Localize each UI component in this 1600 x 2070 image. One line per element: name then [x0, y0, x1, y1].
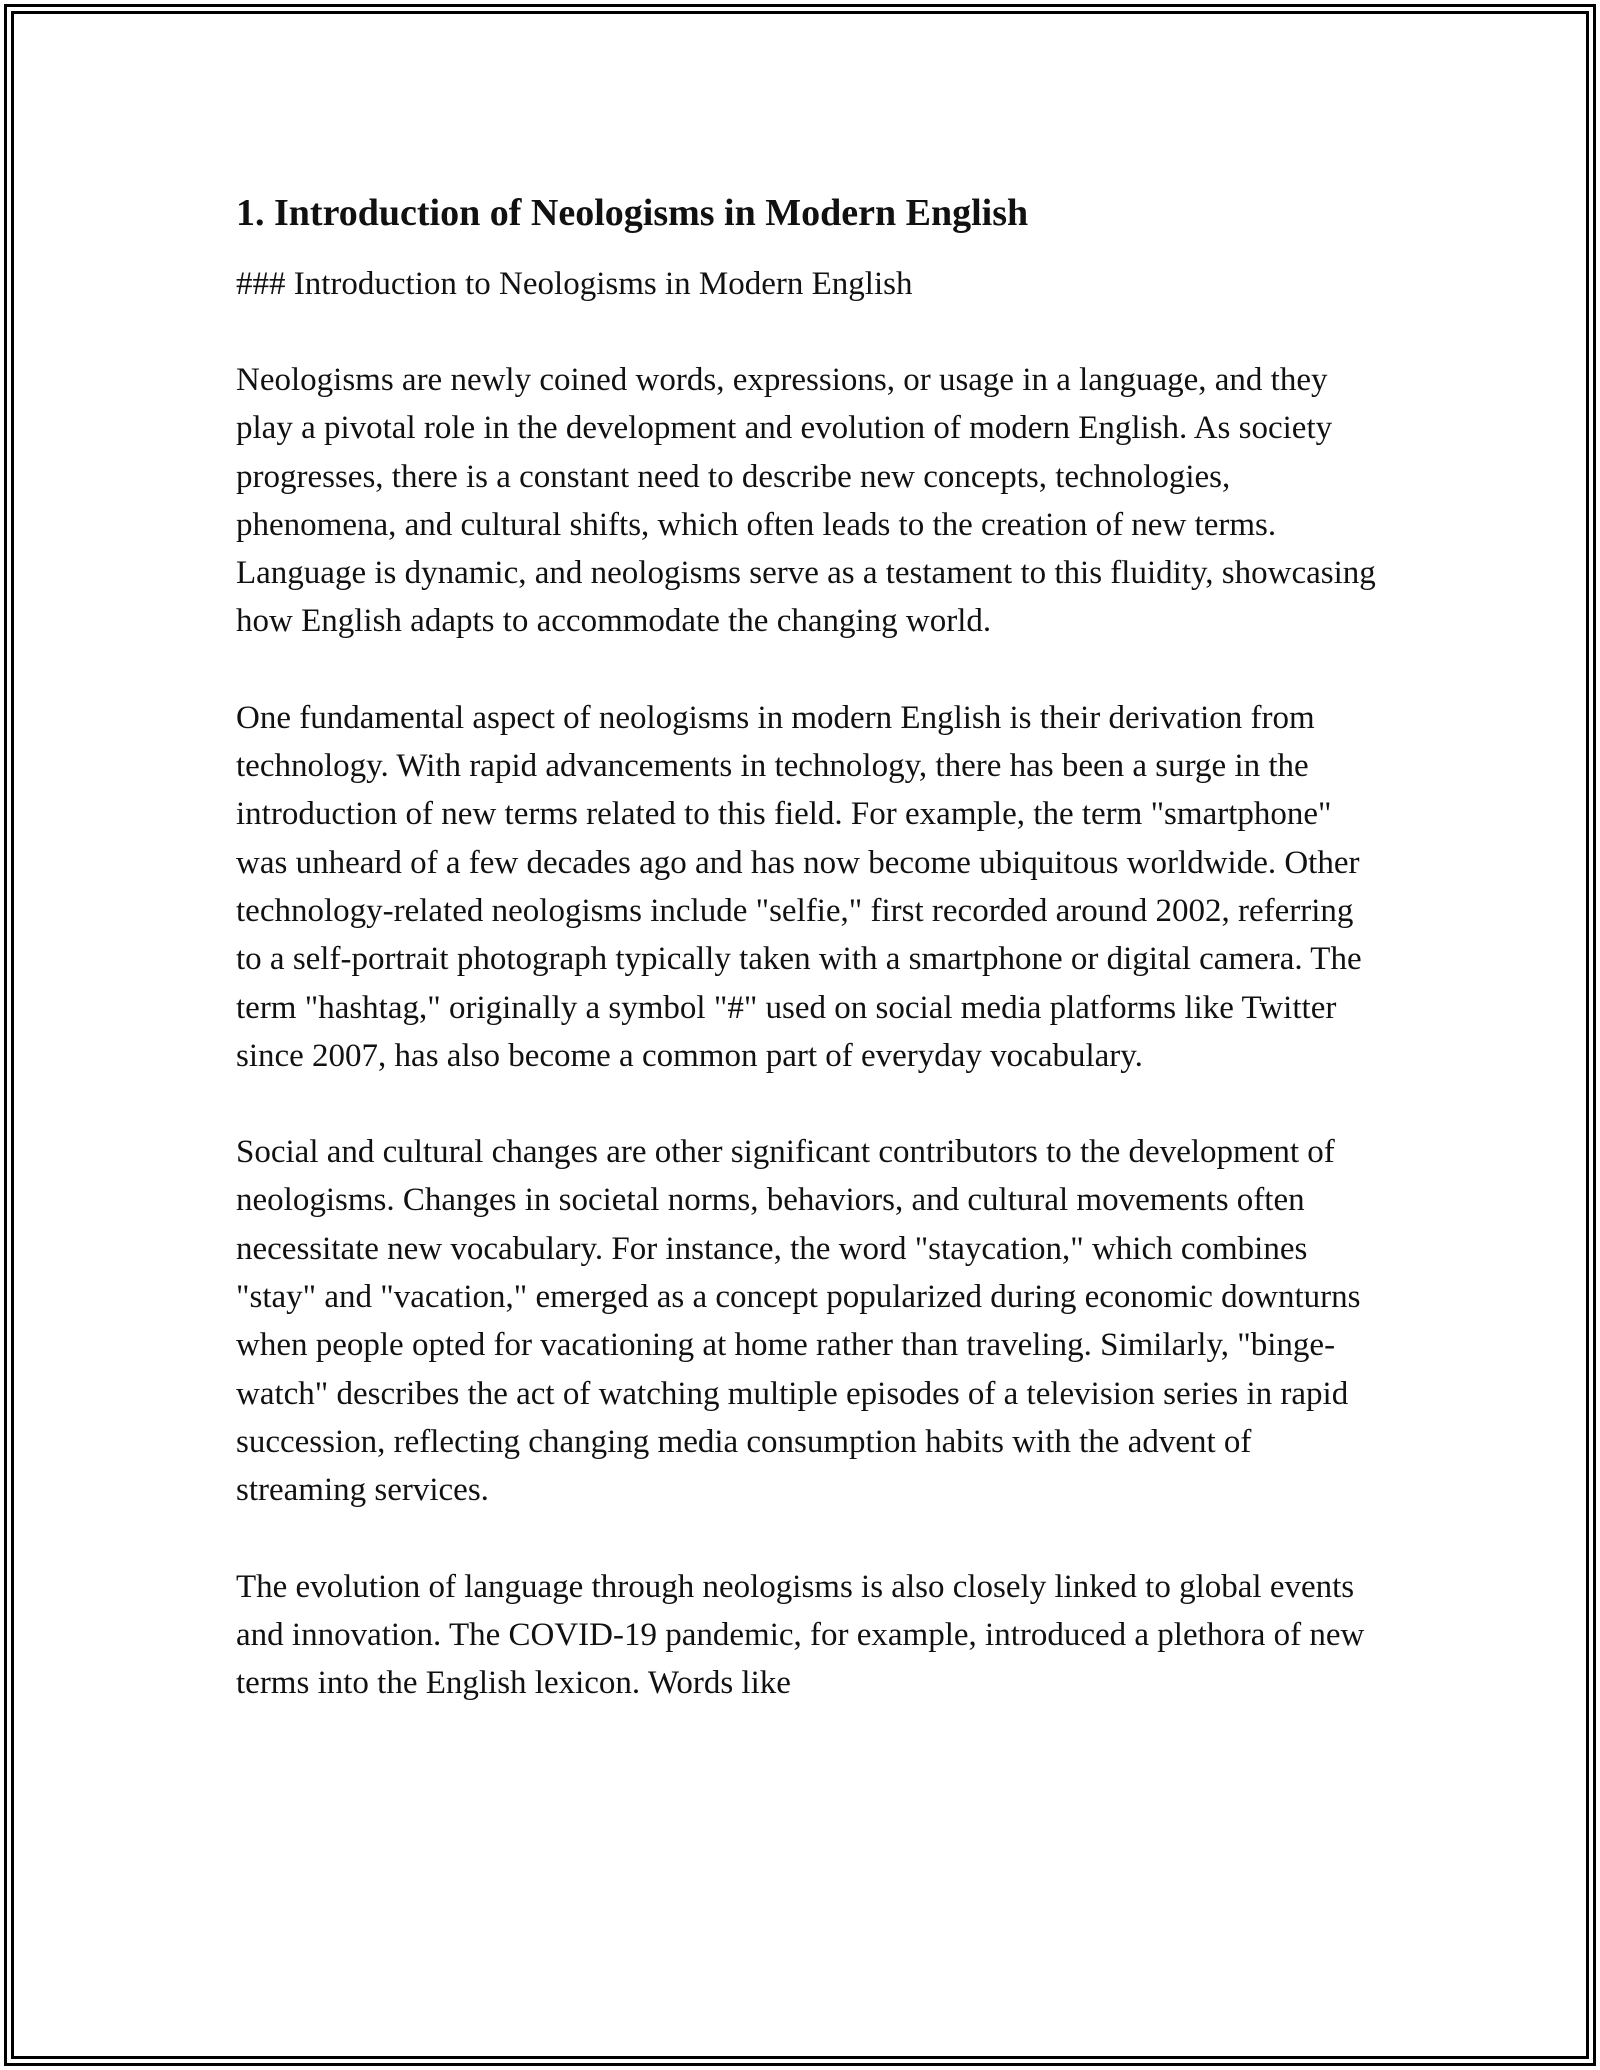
subheading: ### Introduction to Neologisms in Modern English	[236, 266, 913, 302]
section-title: 1. Introduction of Neologisms in Modern English	[236, 192, 1029, 234]
paragraph-intro: Neologisms are newly coined words, expressions, or usage in a language, and they play a pivotal role in the development and evolution of modern English. As society progresses, there is a constant need to describe new concepts, technologies, phenomena, and cultural shifts, which often leads to the creation of new terms. Language is dynamic, and neologisms serve as a testament to this fluidity, showcasing how English adapts to accommodate the changing world.	[236, 362, 1376, 640]
paragraph-global-events: The evolution of language through neologisms is also closely linked to global events and innovation. The COVID-19 pandemic, for example, introduced a plethora of new terms into the English lexicon. Words like	[236, 1568, 1365, 1702]
paragraph-technology: One fundamental aspect of neologisms in modern English is their derivation from technology. With rapid advancements in technology, there has been a surge in the introduction of new terms related to this field. For example, the term "smartphone" was unheard of a few decades ago and has now become ubiquitous worldwide. Other technology-related neologisms include "selfie," first recorded around 2002, referring to a self-portrait photograph typically taken with a smartphone or digital camera. The term "hashtag," originally a symbol "#" used on social media platforms like Twitter since 2007, has also become a common part of everyday vocabulary.	[236, 699, 1362, 1074]
paragraph-social-cultural: Social and cultural changes are other significant contributors to the development of neologisms. Changes in societal norms, behaviors, and cultural movements often necessitate new vocabulary. For instance, the word "staycation," which combines "stay" and "vacation," emerged as a concept popularized during economic downturns when people opted for vacationing at home rather than traveling. Similarly, "binge-watch" describes the act of watching multiple episodes of a television series in rapid succession, reflecting changing media consumption habits with the advent of streaming services.	[236, 1134, 1361, 1509]
document-body	[236, 186, 1376, 1707]
